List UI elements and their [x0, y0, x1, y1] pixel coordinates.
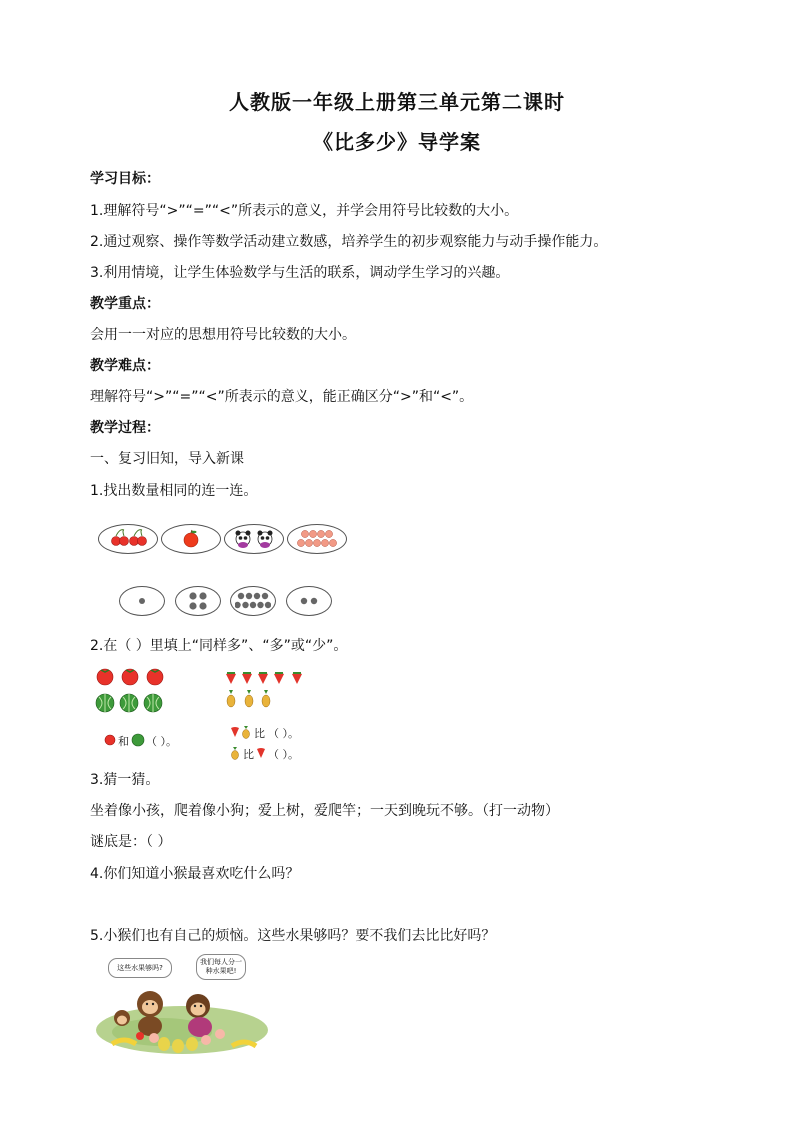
tomato-icon [104, 734, 116, 746]
oval-pandas [224, 524, 284, 554]
oval-dots-2 [286, 586, 332, 616]
q2-right-blank-1: （ ）。 [268, 727, 299, 740]
tomato-watermelon-group [94, 666, 168, 714]
strawberry-icon [256, 747, 266, 759]
objectives-heading: 学习目标： [90, 171, 160, 187]
objective-item-1: 1.理解符号“>”“=”“<”所表示的意义，并学会用符号比较数的大小。 [90, 203, 519, 219]
page-subtitle: 《比多少》导学案 [313, 130, 481, 154]
process-heading: 教学过程： [90, 420, 160, 436]
dot-icon [235, 591, 271, 611]
dot-icon [299, 596, 319, 606]
strawberry-icon [230, 726, 240, 738]
objective-item-2: 2.通过观察、操作等数学活动建立数感，培养学生的初步观察能力与动手操作能力。 [90, 234, 608, 250]
question-3: 3.猜一猜。 [90, 772, 160, 788]
panda-icon [232, 528, 276, 550]
monkeys-fruit-illustration [92, 952, 268, 1056]
objective-item-3: 3.利用情境，让学生体验数学与生活的联系，调动学生学习的兴趣。 [90, 265, 510, 281]
oval-dots-9 [230, 586, 276, 616]
q2-right-label-compare-2: 比 [243, 748, 254, 761]
oval-apple [161, 524, 221, 554]
key-point-heading: 教学重点： [90, 296, 160, 312]
difficulty-heading: 教学难点： [90, 358, 160, 374]
pineapple-icon [227, 690, 270, 707]
question-4: 4.你们知道小猴最喜欢吃什么吗？ [90, 866, 300, 882]
strawberry-pineapple-group [224, 670, 308, 710]
tomato-icon [97, 669, 163, 685]
cherries-icon [108, 528, 148, 550]
watermelon-icon [131, 733, 145, 747]
difficulty-text: 理解符号“>”“=”“<”所表示的意义，能正确区分“>”和“<”。 [90, 389, 474, 405]
pineapple-icon [241, 725, 251, 739]
oval-peaches [287, 524, 347, 554]
dot-icon [187, 591, 209, 611]
speech-bubble-2: 我们每人分一种水果吧! [196, 954, 246, 980]
strawberry-icon [226, 673, 302, 684]
q2-left-label-and: 和 [118, 735, 129, 748]
speech-bubble-1: 这些水果够吗? [108, 958, 172, 978]
dot-icon [137, 596, 147, 606]
q2-right-blank-2: （ ）。 [268, 748, 299, 761]
question-1: 1.找出数量相同的连一连。 [90, 483, 258, 499]
pineapple-icon [230, 746, 240, 760]
q2-right-label-compare-1: 比 [254, 727, 265, 740]
question-2: 2.在（ ）里填上“同样多”、“多”或“少”。 [90, 638, 348, 654]
oval-dots-4 [175, 586, 221, 616]
section-1-heading: 一、复习旧知，导入新课 [90, 451, 244, 467]
monkey-small [114, 1010, 130, 1026]
oval-dots-1 [119, 586, 165, 616]
q2-left-blank: （ ）。 [146, 735, 177, 748]
riddle-text: 坐着像小孩，爬着像小狗；爱上树，爱爬竿；一天到晚玩不够。（打一动物） [90, 803, 559, 819]
key-point-text: 会用一一对应的思想用符号比较数的大小。 [90, 327, 356, 343]
peach-icon [293, 528, 341, 550]
oval-cherries [98, 524, 158, 554]
question-5: 5.小猴们也有自己的烦恼。这些水果够吗？要不我们去比比好吗？ [90, 928, 496, 944]
page-title: 人教版一年级上册第三单元第二课时 [229, 90, 565, 114]
apple-icon [181, 529, 201, 549]
riddle-answer: 谜底是：（ ） [90, 834, 172, 850]
watermelon-icon [96, 694, 162, 712]
